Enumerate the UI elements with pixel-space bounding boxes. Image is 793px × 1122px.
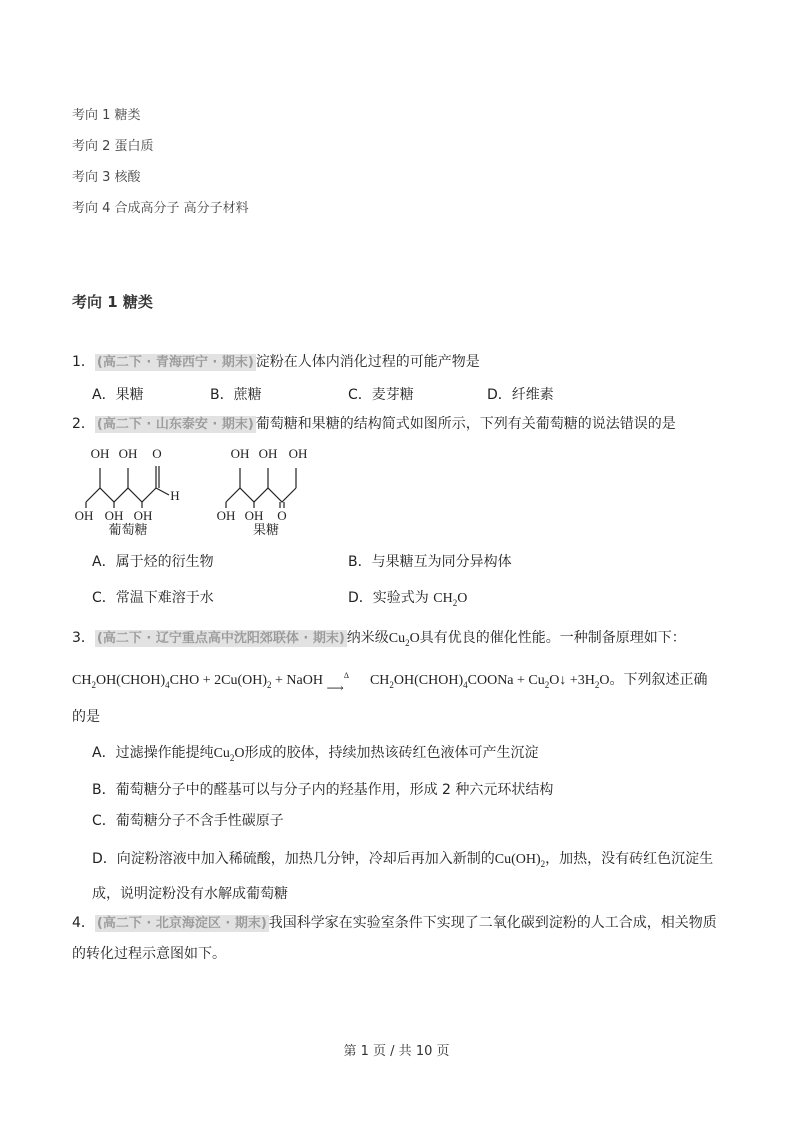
toc-item-4[interactable]: 考向 4 合成高分子 高分子材料 (72, 201, 249, 216)
source-tag: (高二下 · 山东泰安 · 期末) (96, 417, 254, 432)
option-text: D．实验式为 (348, 590, 434, 606)
toc-item-2[interactable]: 考向 2 蛋白质 (72, 139, 154, 154)
q3-option-d-line2: 成，说明淀粉没有水解成葡萄糖 (92, 886, 288, 902)
fructose-oh-bottom-2: OH (244, 508, 264, 523)
page-number: 第 1 页 / 共 10 页 (343, 1044, 450, 1059)
q3-option-d[interactable]: D．向淀粉溶液中加入稀硫酸，加热几分钟，冷却后再加入新制的$Cu(OH)_2$，加热，没有砖红色沉淀生 (92, 851, 714, 869)
glucose-h: H (170, 488, 180, 503)
question-1 (72, 352, 480, 373)
fructose-ketone-o: O (277, 508, 287, 523)
question-number: 1． (72, 354, 95, 370)
glucose-chain (86, 488, 156, 502)
source-tag: (高二下 · 辽宁重点高中沈阳郊联体 · 期末) (96, 631, 345, 646)
formula-ch2o: $CH_2O$ (433, 591, 468, 608)
q2-option-b[interactable]: B．与果糖互为同分异构体 (348, 554, 512, 570)
toc-item-3[interactable]: 考向 3 核酸 (72, 170, 141, 185)
source-tag: (高二下 · 青海西宁 · 期末) (96, 355, 254, 370)
question-text: 我国科学家在实验室条件下实现了二氧化碳到淀粉的人工合成，相关物质 (268, 915, 717, 931)
fructose-oh-top-2: OH (258, 446, 278, 461)
q1-option-a[interactable]: A．果糖 (92, 387, 144, 403)
section-title: 考向 1 糖类 (72, 293, 153, 311)
question-text: 纳米级 (346, 630, 389, 646)
glucose-oh-bottom-3: OH (133, 508, 153, 523)
fructose-chain (226, 488, 296, 502)
q3-option-b[interactable]: B．葡萄糖分子中的醛基可以与分子内的羟基作用，形成 2 种六元环状结构 (92, 782, 554, 798)
glucose-oh-top-2: OH (118, 446, 138, 461)
reaction-equation: $CH_2OH(CHOH)_4CHO + 2Cu(OH)_2$ + NaOH Δ ⟶ $CH_2OH(CHOH)_4COONa$ + $Cu_2O↓ +3H_2O$。下列叙述正确 (72, 671, 708, 695)
q3-option-c[interactable]: C．葡萄糖分子不含手性碳原子 (92, 813, 284, 829)
question-number: 2． (72, 416, 95, 432)
glucose-oh-bottom-1: OH (74, 508, 94, 523)
formula-cu2o: $Cu_2O$ (388, 631, 420, 648)
q2-option-a[interactable]: A．属于烃的衍生物 (92, 554, 214, 570)
formula-cuoh2: $Cu(OH)_2$ (494, 852, 546, 869)
fructose-oh-bottom-1: OH (216, 508, 236, 523)
fructose-label: 果糖 (252, 523, 280, 538)
question-text: 具有优良的催化性能。一种制备原理如下： (419, 630, 686, 646)
question-number: 4． (72, 915, 95, 931)
q1-option-c[interactable]: C．麦芽糖 (348, 387, 414, 403)
fructose-oh-top-3: OH (288, 446, 308, 461)
toc-item-1[interactable]: 考向 1 糖类 (72, 108, 141, 123)
question-4 (72, 913, 717, 934)
question-text: 葡萄糖和果糖的结构简式如图所示，下列有关葡萄糖的说法错误的是 (255, 416, 676, 432)
reaction-arrow: Δ ⟶ (326, 671, 350, 695)
source-tag: (高二下 · 北京海淀区 · 期末) (96, 916, 267, 931)
glucose-oh-top-1: OH (90, 446, 110, 461)
q1-option-b[interactable]: B．蔗糖 (210, 387, 262, 403)
question-number: 3． (72, 630, 95, 646)
glucose-label: 葡萄糖 (108, 523, 148, 538)
formula-cu2o: $Cu_2O$ (213, 746, 245, 763)
glucose-aldehyde-o: O (152, 446, 162, 461)
question-text: 淀粉在人体内消化过程的可能产物是 (255, 354, 480, 370)
sugar-structures-figure (66, 440, 336, 540)
q2-option-d[interactable] (348, 587, 467, 608)
q1-option-d[interactable]: D．纤维素 (487, 387, 554, 403)
glucose-oh-bottom-2: OH (104, 508, 124, 523)
fructose-oh-top-1: OH (230, 446, 250, 461)
q2-option-c[interactable]: C．常温下难溶于水 (92, 590, 214, 606)
question-3 (72, 628, 686, 653)
question-4-line2: 的转化过程示意图如下。 (72, 946, 226, 962)
question-2 (72, 414, 676, 435)
question-3-line2: 的是 (72, 709, 100, 725)
q3-option-a[interactable]: A．过滤操作能提纯$Cu_2O$形成的胶体，持续加热该砖红色液体可产生沉淀 (92, 745, 539, 763)
